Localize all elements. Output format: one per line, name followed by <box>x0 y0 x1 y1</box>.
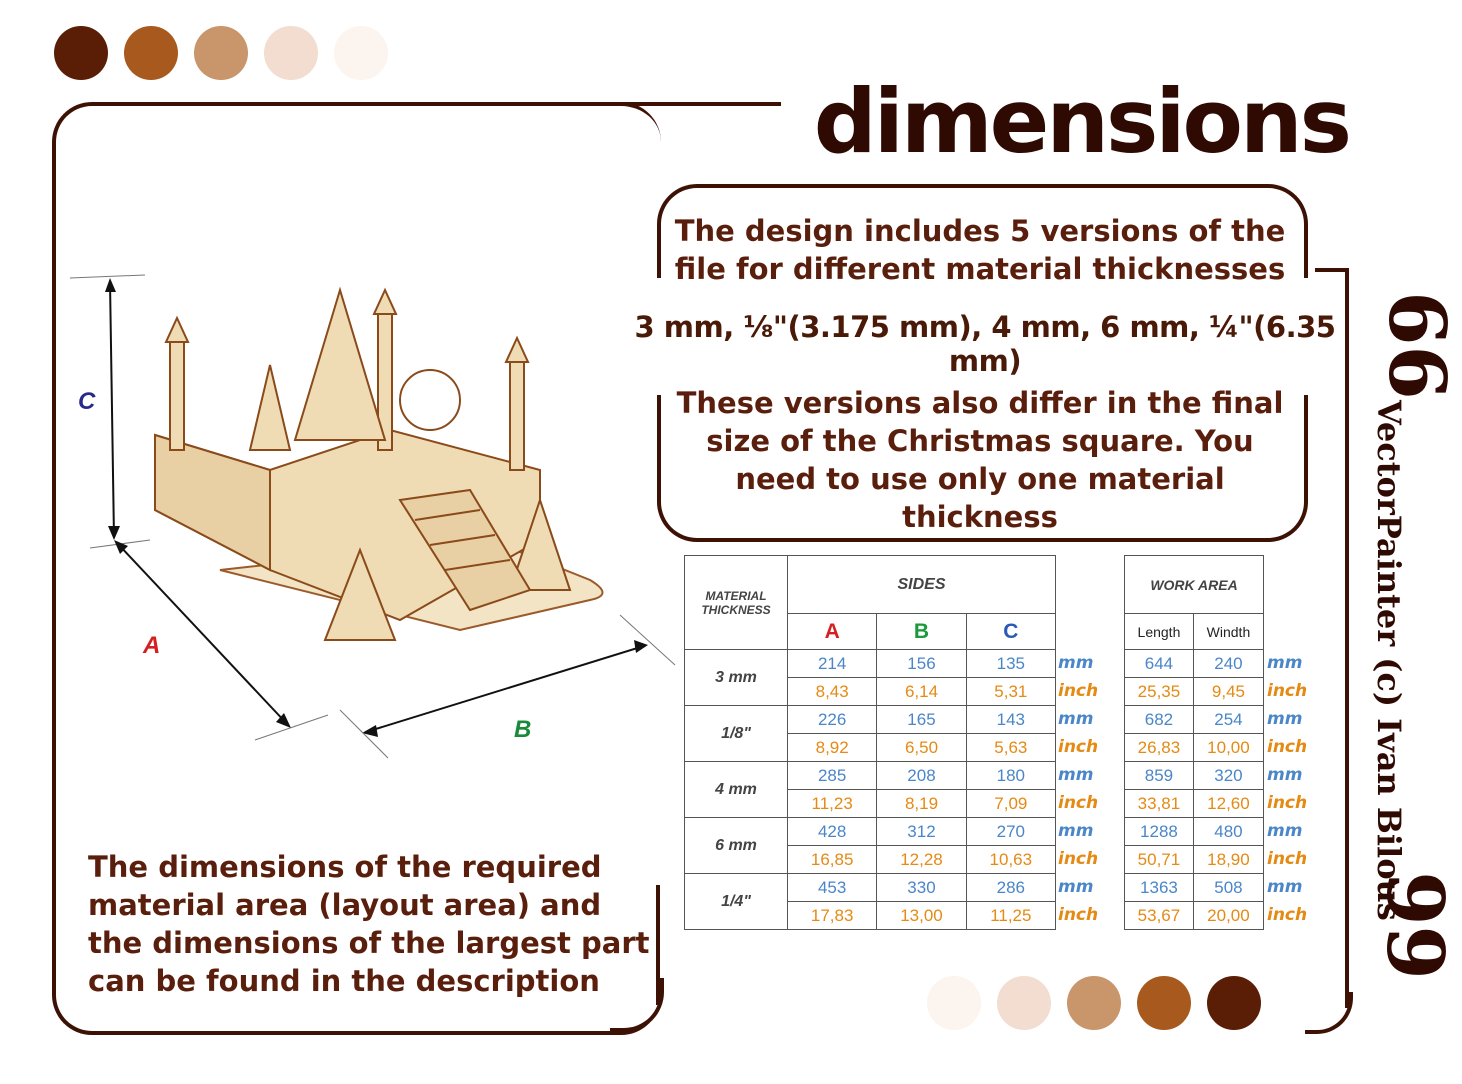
work-mm-cell: 508 <box>1193 874 1263 902</box>
work-mm-cell: 480 <box>1193 818 1263 846</box>
size-inch-cell: 11,23 <box>788 790 877 818</box>
quote-close-icon: 99 <box>1368 871 1460 980</box>
thickness-header: MATERIAL THICKNESS <box>685 556 788 650</box>
work-inch-cell: 10,00 <box>1193 734 1263 762</box>
work-inch-cell: 25,35 <box>1125 678 1194 706</box>
unit-label: inch <box>1058 681 1099 701</box>
sides-table <box>684 555 1056 930</box>
size-inch-cell: 5,63 <box>966 734 1055 762</box>
size-inch-cell: 8,92 <box>788 734 877 762</box>
unit-column-2 <box>1267 649 1307 929</box>
size-inch-cell: 6,14 <box>877 678 966 706</box>
unit-label: inch <box>1058 849 1099 869</box>
size-mm-cell: 143 <box>966 706 1055 734</box>
color-swatch <box>1067 976 1121 1030</box>
color-swatch <box>124 26 178 80</box>
work-inch-cell: 9,45 <box>1193 678 1263 706</box>
work-inch-cell: 20,00 <box>1193 902 1263 930</box>
unit-label: mm <box>1058 653 1094 673</box>
credit-line <box>1345 268 1349 1008</box>
size-mm-cell: 312 <box>877 818 966 846</box>
work-inch-cell: 53,67 <box>1125 902 1194 930</box>
size-mm-cell: 135 <box>966 650 1055 678</box>
unit-label: inch <box>1058 793 1099 813</box>
size-mm-cell: 285 <box>788 762 877 790</box>
col-c-header: C <box>966 614 1055 650</box>
thickness-list: 3 mm, ⅛"(3.175 mm), 4 mm, 6 mm, ¼"(6.35 mm) <box>634 310 1336 378</box>
size-mm-cell: 180 <box>966 762 1055 790</box>
versions-note: These versions also differ in the final size of the Christmas square. You need to use only one material thickness <box>676 386 1284 534</box>
size-mm-cell: 453 <box>788 874 877 902</box>
unit-column <box>1058 649 1098 929</box>
size-mm-cell: 156 <box>877 650 966 678</box>
work-mm-cell: 254 <box>1193 706 1263 734</box>
size-mm-cell: 214 <box>788 650 877 678</box>
work-mm-cell: 320 <box>1193 762 1263 790</box>
work-mm-cell: 1363 <box>1125 874 1194 902</box>
color-swatch <box>264 26 318 80</box>
unit-label: inch <box>1058 905 1099 925</box>
work-area-table <box>1124 555 1264 930</box>
size-mm-cell: 330 <box>877 874 966 902</box>
thickness-label: 4 mm <box>685 762 788 818</box>
unit-label: mm <box>1058 709 1094 729</box>
unit-label: mm <box>1267 877 1303 897</box>
work-mm-cell: 1288 <box>1125 818 1194 846</box>
dimension-a-label: A <box>143 632 161 659</box>
unit-label: inch <box>1267 793 1308 813</box>
size-inch-cell: 6,50 <box>877 734 966 762</box>
unit-label: inch <box>1267 849 1308 869</box>
col-a-header: A <box>788 614 877 650</box>
color-swatch <box>927 976 981 1030</box>
work-mm-cell: 682 <box>1125 706 1194 734</box>
size-inch-cell: 8,43 <box>788 678 877 706</box>
size-mm-cell: 208 <box>877 762 966 790</box>
page-title: dimensions <box>813 70 1349 173</box>
dimension-c-label: C <box>78 388 96 415</box>
size-inch-cell: 10,63 <box>966 846 1055 874</box>
thickness-label: 3 mm <box>685 650 788 706</box>
author-credit: VectorPainter (c) Ivan Bilous <box>1370 400 1408 921</box>
quote-open-icon: 66 <box>1370 291 1462 400</box>
intro-text: The design includes 5 versions of the file for different material thicknesses <box>674 214 1286 286</box>
product-diagram <box>70 270 690 770</box>
width-header: Windth <box>1193 614 1263 650</box>
work-inch-cell: 50,71 <box>1125 846 1194 874</box>
work-inch-cell: 12,60 <box>1193 790 1263 818</box>
credit-line-corner <box>1305 992 1353 1034</box>
color-swatch <box>334 26 388 80</box>
size-inch-cell: 11,25 <box>966 902 1055 930</box>
work-mm-cell: 240 <box>1193 650 1263 678</box>
work-inch-cell: 18,90 <box>1193 846 1263 874</box>
credit-line-cap <box>1315 268 1347 272</box>
size-mm-cell: 270 <box>966 818 1055 846</box>
work-mm-cell: 859 <box>1125 762 1194 790</box>
size-inch-cell: 16,85 <box>788 846 877 874</box>
size-inch-cell: 17,83 <box>788 902 877 930</box>
color-swatch <box>54 26 108 80</box>
unit-label: inch <box>1267 681 1308 701</box>
work-inch-cell: 26,83 <box>1125 734 1194 762</box>
work-mm-cell: 644 <box>1125 650 1194 678</box>
size-mm-cell: 226 <box>788 706 877 734</box>
size-mm-cell: 428 <box>788 818 877 846</box>
sides-header: SIDES <box>788 556 1056 614</box>
size-inch-cell: 13,00 <box>877 902 966 930</box>
unit-label: inch <box>1267 737 1308 757</box>
size-inch-cell: 7,09 <box>966 790 1055 818</box>
work-area-header: WORK AREA <box>1125 556 1264 614</box>
thickness-label: 1/8" <box>685 706 788 762</box>
dimension-b-label: B <box>514 716 532 743</box>
unit-label: mm <box>1267 765 1303 785</box>
size-inch-cell: 8,19 <box>877 790 966 818</box>
work-inch-cell: 33,81 <box>1125 790 1194 818</box>
unit-label: mm <box>1058 821 1094 841</box>
unit-label: mm <box>1267 821 1303 841</box>
length-header: Length <box>1125 614 1194 650</box>
unit-label: mm <box>1058 765 1094 785</box>
thickness-label: 6 mm <box>685 818 788 874</box>
size-mm-cell: 165 <box>877 706 966 734</box>
col-b-header: B <box>877 614 966 650</box>
color-swatch <box>1207 976 1261 1030</box>
size-mm-cell: 286 <box>966 874 1055 902</box>
size-inch-cell: 12,28 <box>877 846 966 874</box>
unit-label: inch <box>1058 737 1099 757</box>
footer-note: The dimensions of the required material area (layout area) and the dimensions of the largest part can be found in the description <box>88 850 650 998</box>
size-inch-cell: 5,31 <box>966 678 1055 706</box>
color-swatch <box>1137 976 1191 1030</box>
unit-label: mm <box>1267 709 1303 729</box>
unit-label: inch <box>1267 905 1308 925</box>
thickness-label: 1/4" <box>685 874 788 930</box>
unit-label: mm <box>1058 877 1094 897</box>
unit-label: mm <box>1267 653 1303 673</box>
color-swatch <box>997 976 1051 1030</box>
color-swatch <box>194 26 248 80</box>
